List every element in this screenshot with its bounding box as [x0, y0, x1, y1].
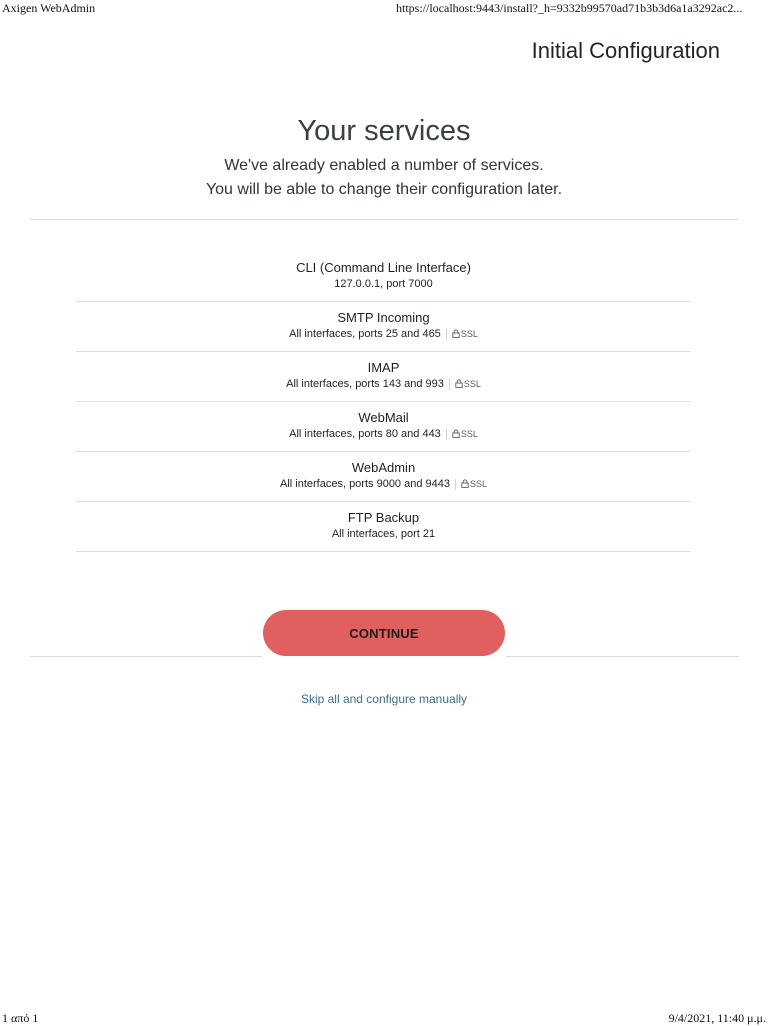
ssl-label: SSL — [460, 329, 478, 339]
ssl-label: SSL — [460, 429, 478, 439]
lock-icon — [452, 329, 460, 338]
lock-icon — [452, 429, 460, 438]
service-item-webadmin — [76, 452, 691, 502]
continue-button[interactable]: CONTINUE — [263, 610, 505, 656]
services-intro — [0, 112, 768, 202]
service-name: CLI (Command Line Interface) — [296, 260, 471, 275]
service-item-cli — [76, 252, 691, 302]
service-detail — [76, 477, 691, 492]
intro-line-2: You will be able to change their configuration later. — [205, 181, 563, 198]
service-detail-text: All interfaces, ports 143 and 993 — [286, 378, 444, 390]
service-detail — [76, 527, 691, 542]
service-name: SMTP Incoming — [337, 310, 430, 325]
ssl-badge — [449, 379, 481, 390]
service-name: FTP Backup — [347, 510, 420, 525]
service-detail — [76, 377, 691, 392]
ssl-badge — [446, 329, 478, 340]
print-header — [0, 0, 768, 16]
lock-icon — [461, 479, 469, 488]
print-datetime: 9/4/2021, 11:40 μ.μ. — [668, 1011, 766, 1025]
service-detail — [76, 277, 691, 292]
divider — [506, 656, 739, 657]
service-item-ftp-backup — [76, 502, 691, 552]
intro-line-1: We've already enabled a number of services. — [224, 157, 544, 174]
service-detail-text: All interfaces, ports 9000 and 9443 — [279, 478, 450, 490]
ssl-label: SSL — [470, 479, 488, 489]
print-page-title: Axigen WebAdmin — [2, 1, 96, 15]
services-list — [76, 252, 691, 552]
ssl-badge — [455, 479, 487, 490]
ssl-label: SSL — [463, 379, 481, 389]
service-detail — [76, 427, 691, 442]
service-detail — [76, 327, 691, 342]
print-url: https://localhost:9443/install?_h=9332b99570ad71b3b3d6a1a3292ac2... — [396, 1, 743, 15]
print-page-count: 1 από 1 — [2, 1011, 39, 1025]
service-item-imap — [76, 352, 691, 402]
service-detail-text: All interfaces, ports 80 and 443 — [289, 428, 441, 440]
service-name: WebMail — [358, 410, 409, 425]
divider — [30, 219, 739, 220]
ssl-badge — [446, 429, 478, 440]
section-title: Your services — [297, 115, 471, 147]
service-item-smtp — [76, 302, 691, 352]
service-detail-text: All interfaces, port 21 — [331, 528, 436, 540]
lock-icon — [455, 379, 463, 388]
divider — [30, 656, 262, 657]
skip-configure-link[interactable]: Skip all and configure manually — [300, 692, 468, 706]
service-item-webmail — [76, 402, 691, 452]
service-name: WebAdmin — [351, 460, 416, 475]
service-name: IMAP — [367, 360, 400, 375]
service-detail-text: All interfaces, ports 25 and 465 — [289, 328, 441, 340]
page-title: Initial Configuration — [531, 38, 720, 63]
continue-area — [0, 610, 768, 656]
service-detail-text: 127.0.0.1, port 7000 — [334, 278, 433, 290]
